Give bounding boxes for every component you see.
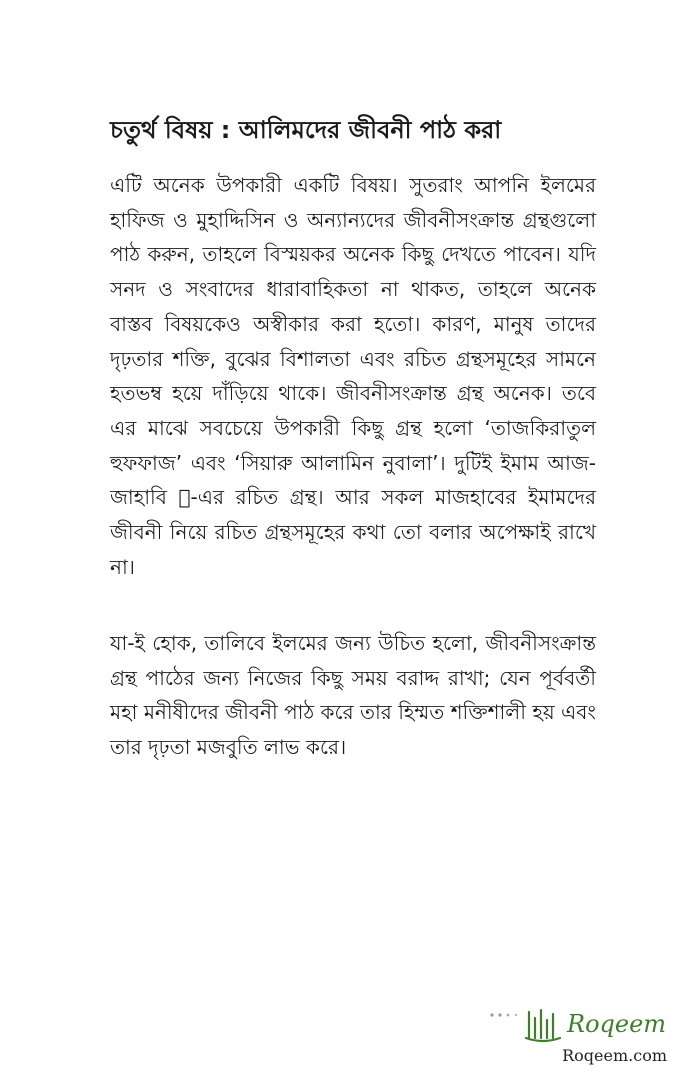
svg-text:Roqeem: Roqeem	[567, 1010, 667, 1038]
bookshelf-logo-icon	[523, 1002, 673, 1046]
watermark-url: Roqeem.com	[562, 1046, 667, 1065]
section-heading: চতুর্থ বিষয় : আলিমদের জীবনী পাঠ করা	[110, 116, 502, 144]
paragraph-2: যা-ই হোক, তালিবে ইলমের জন্য উচিত হলো, জীবনীসংক্রান্ত গ্রন্থ পাঠের জন্য নিজের কিছু সময় বরাদ্দ রাখা; যেন পূর্ববর্তী মহা মনীষীদের জীবনী পাঠ করে তার হিম্মত শক্তিশালী হয় এবং তার দৃঢ়তা মজবুতি লাভ করে।	[110, 631, 596, 760]
watermark	[523, 1002, 673, 1072]
paragraph-1: এটি অনেক উপকারী একটি বিষয়। সুতরাং আপনি ইলমের হাফিজ ও মুহাদ্দিসিন ও অন্যান্যদের জীবনীসংক্রান্ত গ্রন্থগুলো পাঠ করুন, তাহলে বিস্ময়কর অনেক কিছু দেখতে পাবেন। যদি সনদ ও সংবাদের ধারাবাহিকতা না থাকত, তাহলে অনেক বাস্তব বিষয়কেও অস্বীকার করা হতো। কারণ, মানুষ তাদের দৃঢ়তার শক্তি, বুঝের বিশালতা এবং রচিত গ্রন্থসমূহের সামনে হতভম্ব হয়ে দাঁড়িয়ে থাকে। জীবনীসংক্রান্ত গ্রন্থ অনেক। তবে এর মাঝে সবচেয়ে উপকারী কিছু গ্রন্থ হলো ‘তাজকিরাতুল হুফফাজ’ এবং ‘সিয়ারু আলামিন নুবালা’। দুটিই ইমাম আজ-জাহাবি ﷬-এর রচিত গ্রন্থ। আর সকল মাজহাবের ইমামদের জীবনী নিয়ে রচিত গ্রন্থসমূহের কথা তো বলার অপেক্ষাই রাখে না।	[110, 173, 596, 579]
